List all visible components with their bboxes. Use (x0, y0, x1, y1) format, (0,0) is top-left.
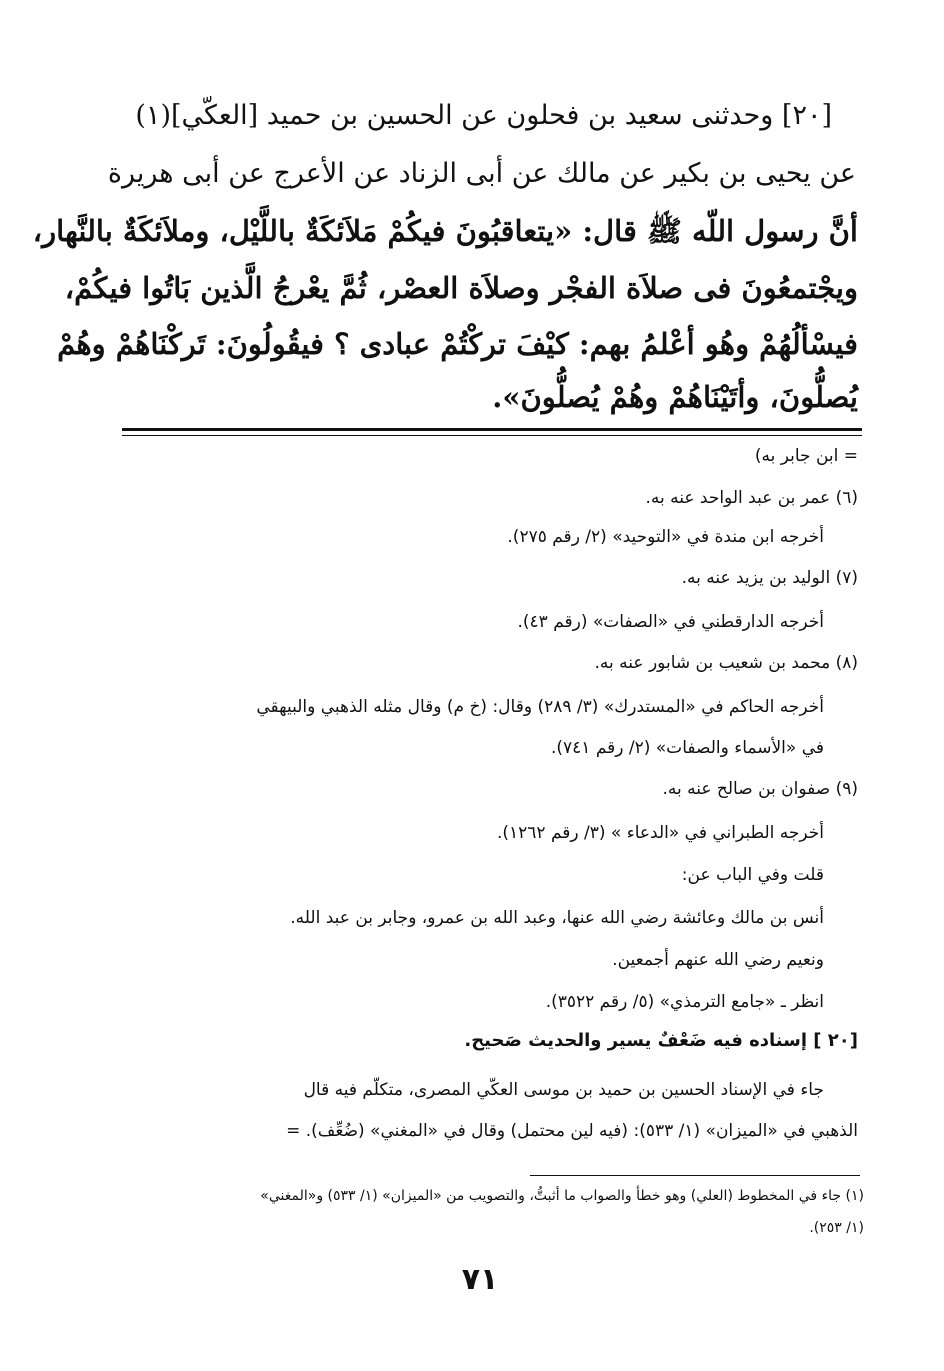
page-number: ٧١ (461, 1262, 499, 1297)
note-line-0: = ابن جابر به) (754, 446, 858, 466)
note-line-5: (٨) محمد بن شعيب بن شابور عنه به. (594, 653, 858, 673)
note-line-6: أخرجه الحاكم في «المستدرك» (٣/ ٢٨٩) وقال: (خ م) وقال مثله الذهبي والبيهقي (256, 697, 824, 717)
note-line-16: الذهبي في «الميزان» (١/ ٥٣٣): (فيه لين محتمل) وقال في «المغني» (ضُعِّف). = (286, 1121, 858, 1141)
hadith-line-6: يُصلُّونَ، وأتَيْنَاهُمْ وهُمْ يُصلُّونَ». (492, 380, 858, 414)
hadith-line-4: ويجْتمعُونَ فى صلاَة الفجْر وصلاَة العصْر، ثُمَّ يعْرجُ الَّذين بَاتُوا فيكُمْ، (64, 271, 858, 305)
note-line-1: (٦) عمر بن عبد الواحد عنه به. (645, 488, 858, 508)
separator-rule-top (122, 428, 862, 431)
note-line-4: أخرجه الدارقطني في «الصفات» (رقم ٤٣). (517, 612, 824, 632)
hadith-line-1: [٢٠] وحدثنى سعيد بن فحلون عن الحسين بن حميد [العكّي](١) (135, 100, 832, 131)
note-line-7: في «الأسماء والصفات» (٢/ رقم ٧٤١). (550, 738, 824, 758)
footnote-separator (530, 1175, 860, 1176)
footnote-line-1: (١) جاء في المخطوط (العلي) وهو خطأ والصواب ما أثبتُّ، والتصويب من «الميزان» (١/ ٥٣٣) و«المغني» (260, 1188, 864, 1204)
note-line-15: جاء في الإسناد الحسين بن حميد بن موسى العكّي المصرى، متكلّم فيه قال (303, 1080, 824, 1100)
footnote-line-2: (١/ ٢٥٣). (809, 1220, 864, 1236)
hadith-line-2: عن يحيى بن بكير عن مالك عن أبى الزناد عن الأعرج عن أبى هريرة (107, 158, 856, 189)
note-line-11: أنس بن مالك وعائشة رضي الله عنها، وعبد الله بن عمرو، وجابر بن عبد الله. (290, 908, 824, 928)
hadith-line-5: فيسْألُهُمْ وهُو أعْلمُ بهم: كيْفَ تركْتُمْ عبادى ؟ فيقُولُونَ: تَركْنَاهُمْ وهُمْ (57, 327, 858, 361)
note-line-13: انظر ـ «جامع الترمذي» (٥/ رقم ٣٥٢٢). (545, 992, 824, 1012)
note-line-9: أخرجه الطبراني في «الدعاء » (٣/ رقم ١٢٦٢). (496, 823, 824, 843)
note-line-3: (٧) الوليد بن يزيد عنه به. (681, 568, 858, 588)
note-line-8: (٩) صفوان بن صالح عنه به. (662, 779, 858, 799)
note-line-2: أخرجه ابن مندة في «التوحيد» (٢/ رقم ٢٧٥). (507, 527, 824, 547)
separator-rule-bottom (122, 435, 862, 436)
note-line-12: ونعيم رضي الله عنهم أجمعين. (612, 950, 824, 970)
note-line-10: قلت وفي الباب عن: (681, 865, 824, 885)
isnad-grading-heading: [٢٠ ] إسناده فيه ضَعْفٌ يسير والحديث صَحيح. (464, 1030, 858, 1051)
hadith-line-3: أنَّ رسول اللّه ﷺ قال: «يتعاقبُونَ فيكُمْ مَلاَئكَةٌ باللَّيْل، وملاَئكَةٌ بالنَّهار، (32, 214, 858, 248)
